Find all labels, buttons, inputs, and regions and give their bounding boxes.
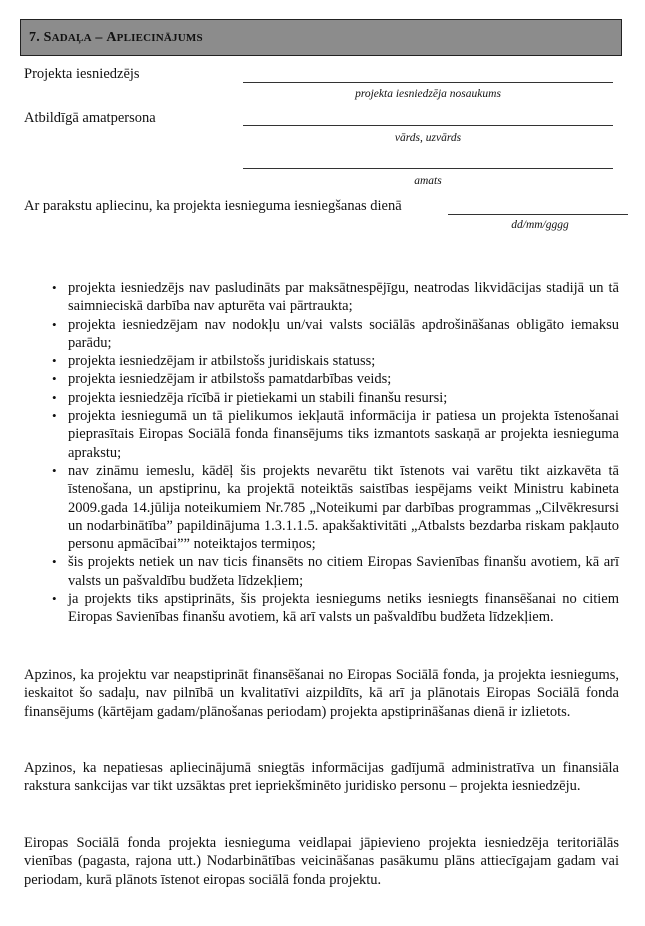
section-header (20, 19, 622, 56)
section-title-sadala-rest: ADAĻA (51, 31, 92, 44)
date-label: Ar parakstu apliecinu, ka projekta iesnieguma iesniegšanas dienā (24, 198, 402, 214)
applicant-caption: projekta iesniedzēja nosaukums (355, 88, 501, 100)
list-item-text: projekta iesniegumā un tā pielikumos iekļautā informācija ir patiesa un projekta īstenošanai pieprasītais Eiropas Sociālā fonda finansējums tiks izmantots saskaņā ar projekta iesnieguma aprakstu; (68, 408, 619, 461)
declaration-list-container (24, 279, 619, 627)
list-item (24, 462, 619, 553)
section-title-aplie-first: A (106, 29, 117, 45)
list-item-text: projekta iesniedzējam nav nodokļu un/vai valsts sociālās apdrošināšanas obligāto iemaksu parādu; (68, 316, 619, 351)
official-position-line[interactable] (243, 168, 613, 169)
list-item (24, 370, 619, 388)
list-item (24, 352, 619, 370)
section-title-sadala-first: S (43, 29, 52, 45)
list-item (24, 316, 619, 353)
list-item-text: nav zināmu iemeslu, kādēļ šis projekts nevarētu tikt īstenots vai varētu tikt aizkavēta tā īstenošana, un apstiprinu, ka projektā noteiktās saistības iespējams veikt Ministru kabineta 2009.gada 14.jūlija noteikumiem Nr.785 „Noteikumi par darbības programmas „Cilvēkresursi un nodarbinātība” papildinājuma 1.3.1.1.5. apakšaktivitāti „Atbalsts bezdarba riskam pakļauto personu apmācībai”” noteiktajos termiņos; (68, 462, 619, 553)
bullet-icon: • (52, 353, 57, 369)
bullet-icon: • (52, 389, 57, 405)
bullet-icon: • (52, 462, 57, 478)
bullet-icon: • (52, 316, 57, 332)
list-item-text: projekta iesniedzējs nav pasludināts par maksātnespējīgu, neatrodas likvidācijas stadijā un tā saimnieciskā darbība nav apturēta vai pārtraukta; (68, 280, 619, 315)
date-caption: dd/mm/gggg (511, 219, 569, 231)
applicant-label: Projekta iesniedzējs (24, 66, 140, 82)
list-item-text: projekta iesniedzējam ir atbilstošs pamatdarbības veids; (68, 371, 392, 388)
official-caption-name: vārds, uzvārds (394, 132, 462, 144)
section-title-dash: – (91, 29, 107, 45)
section-title-aplie-rest: PLIECINĀJUMS (116, 31, 203, 44)
paragraph-3-container (24, 834, 619, 889)
paragraph-not-approved: Apzinos, ka projektu var neapstiprināt finansēšanai no Eiropas Sociālā fonda, ja projekta iesniegums, ieskaitot šo sadaļu, nav pilnībā un kvalitatīvi aizpildīts, kā arī ja plānotais Eiropas Sociālā fonda finansējums (kārtējam gadam/plānošanas periodam) projekta apstiprināšanas dienā ir izlietots. (24, 667, 619, 720)
official-caption-position: amats (414, 175, 442, 187)
applicant-name-line[interactable] (243, 82, 613, 83)
date-line[interactable] (448, 214, 628, 215)
list-item-text: ja projekts tiks apstiprināts, šis projekta iesniegums netiks iesniegts finansēšanai no citiem Eiropas Savienības finanšu avotiem, kā arī valsts un pašvaldību budžeta līdzekļiem. (68, 591, 619, 626)
official-name-line[interactable] (243, 125, 613, 126)
bullet-icon: • (52, 591, 57, 607)
list-item-text: projekta iesniedzējam ir atbilstošs juridiskais statuss; (68, 353, 376, 370)
list-item (24, 407, 619, 462)
bullet-icon: • (52, 280, 57, 295)
bullet-icon: • (52, 554, 57, 570)
list-item (24, 553, 619, 590)
paragraph-2-container (24, 759, 619, 796)
paragraph-sanctions: Apzinos, ka nepatiesas apliecinājumā sniegtās informācijas gadījumā administratīva un finansiāla rakstura sankcijas var tikt uzsāktas pret iepriekšminēto juridisko personu – projekta iesniedzēju. (24, 760, 619, 795)
official-label: Atbildīgā amatpersona (24, 110, 156, 126)
paragraph-1-container (24, 666, 619, 721)
list-item (24, 590, 619, 627)
list-item-text: šis projekts netiek un nav ticis finansēts no citiem Eiropas Savienības finanšu avotiem, kā arī valsts un pašvaldību budžeta līdzekļiem; (68, 554, 619, 589)
list-item (24, 279, 619, 316)
list-item (24, 389, 619, 407)
section-number: 7. (29, 29, 40, 45)
bullet-icon: • (52, 408, 57, 424)
declaration-list (24, 279, 619, 627)
bullet-icon: • (52, 371, 57, 387)
paragraph-attachment: Eiropas Sociālā fonda projekta iesnieguma veidlapai jāpievieno projekta iesniedzēja teritoriālās vienības (pagasta, rajona utt.) Nodarbinātības veicināšanas pasākumu plāns attiecīgajam gadam vai periodam, kurā plānots īstenot eiropas sociālā fonda projektu. (24, 835, 619, 888)
list-item-text: projekta iesniedzēja rīcībā ir pietiekami un stabili finanšu resursi; (68, 389, 448, 406)
